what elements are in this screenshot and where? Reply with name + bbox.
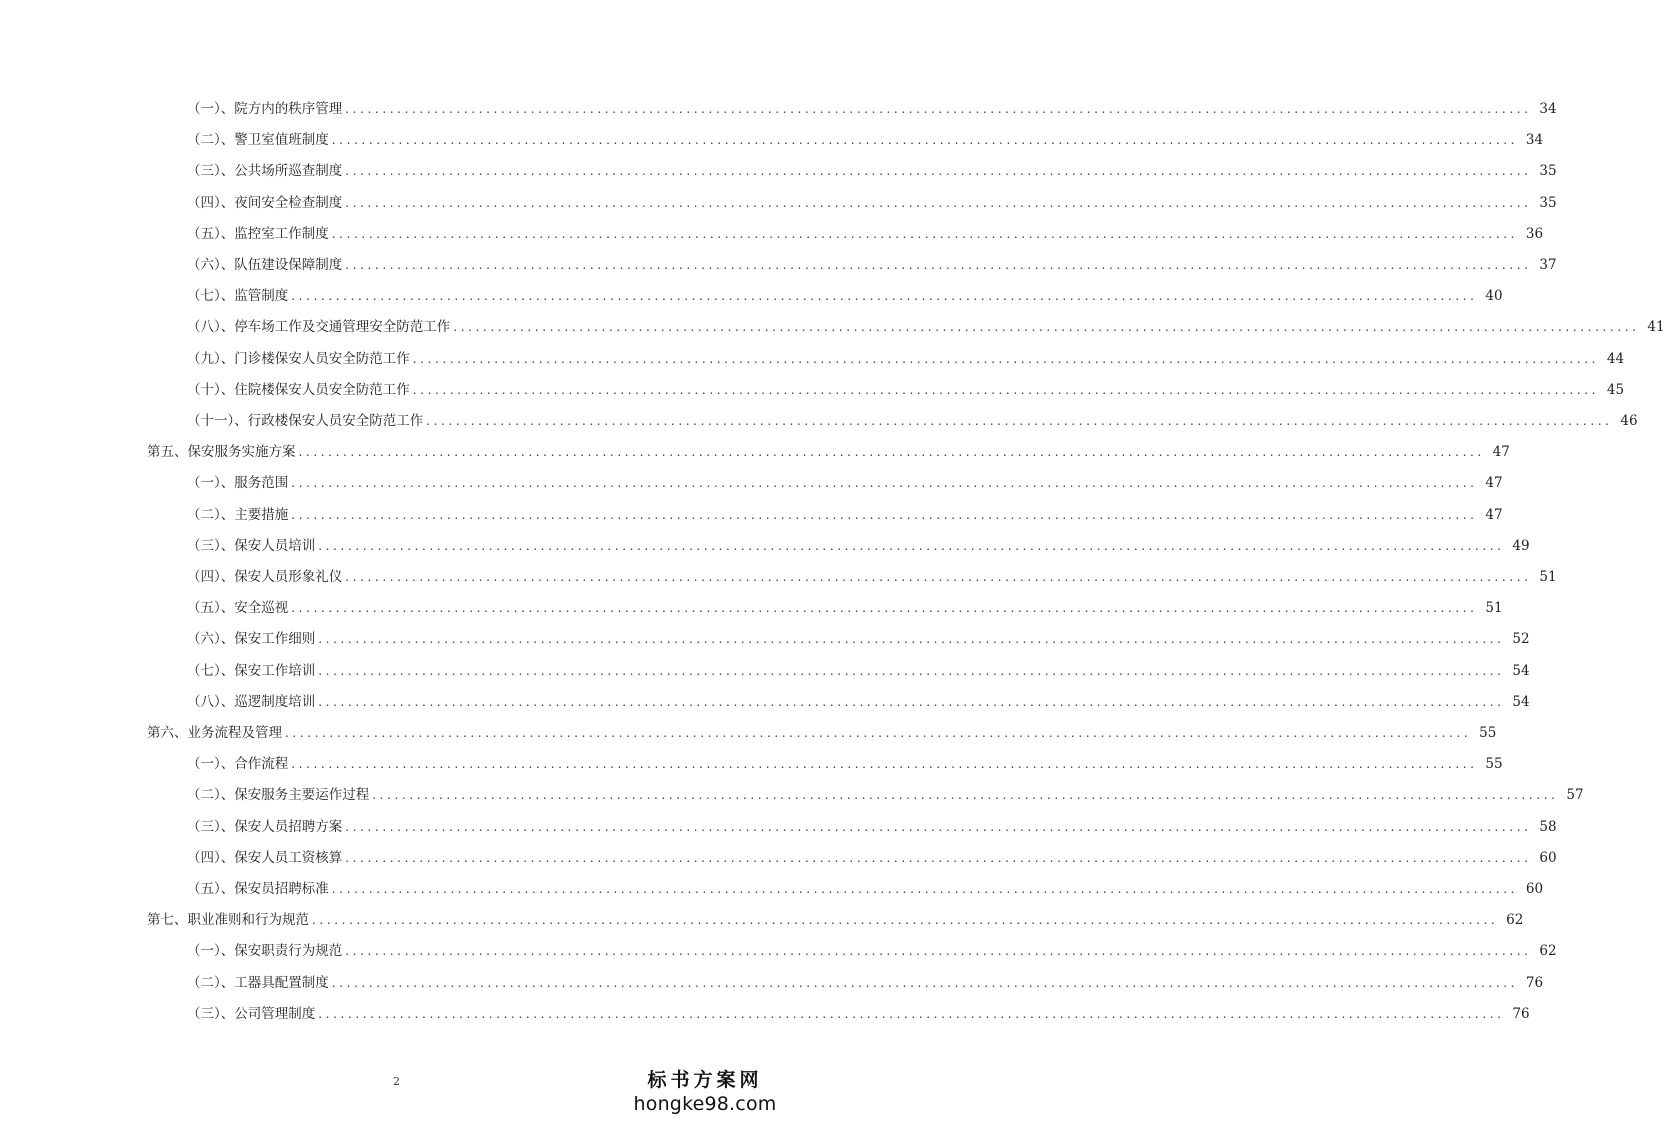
toc-entry-label: （一）、服务范围 <box>187 475 289 492</box>
toc-entry[interactable] <box>147 720 1497 742</box>
toc-entry[interactable] <box>147 439 1510 461</box>
toc-entry-label: （六）、队伍建设保障制度 <box>187 257 343 273</box>
toc-entry-page: 60 <box>1539 849 1557 866</box>
toc-entry-label: （三）、保安人员招聘方案 <box>187 818 343 835</box>
toc-leader-dots: ................................................................................................................................................................ <box>318 663 1505 678</box>
toc-entry-label: （五）、保安员招聘标准 <box>187 881 329 897</box>
toc-entry-page: 55 <box>1479 725 1497 741</box>
toc-entry-label: 第六、业务流程及管理 <box>147 725 282 741</box>
toc-leader-dots: ................................................................................................................................................................ <box>345 164 1532 179</box>
toc-entry-label: （四）、保安人员形象礼仪 <box>187 569 343 585</box>
toc-entry-label: （二）、工器具配置制度 <box>187 974 329 991</box>
toc-entry-page: 76 <box>1525 974 1544 991</box>
toc-entry-label: （七）、保安工作培训 <box>187 662 316 679</box>
toc-entry[interactable] <box>187 252 1557 274</box>
toc-entry-page: 34 <box>1539 101 1557 117</box>
toc-leader-dots: ................................................................................................................................................................ <box>291 601 1478 616</box>
toc-leader-dots: ................................................................................................................................................................ <box>372 788 1559 803</box>
toc-entry-label: （八）、停车场工作及交通管理安全防范工作 <box>187 319 451 336</box>
toc-entry-page: 44 <box>1606 350 1625 367</box>
toc-leader-dots: ................................................................................................................................................................ <box>345 850 1532 865</box>
toc-entry[interactable] <box>187 470 1503 492</box>
toc-entry[interactable] <box>187 938 1557 960</box>
toc-entry-label: （一）、院方内的秩序管理 <box>187 101 343 117</box>
toc-leader-dots: ................................................................................................................................................................ <box>291 757 1478 772</box>
toc-entry-page: 51 <box>1539 569 1557 585</box>
page-number: 2 <box>393 1075 400 1088</box>
toc-entry-label: （三）、公共场所巡查制度 <box>187 163 343 180</box>
toc-entry-label: （一）、保安职责行为规范 <box>187 943 343 960</box>
toc-entry[interactable] <box>187 595 1503 617</box>
toc-entry-label: 第七、职业准则和行为规范 <box>147 912 309 929</box>
toc-entry-page: 35 <box>1539 163 1557 180</box>
toc-entry-label: （六）、保安工作细则 <box>187 631 316 648</box>
toc-entry-label: （五）、监控室工作制度 <box>187 225 329 242</box>
toc-entry[interactable] <box>187 533 1530 555</box>
toc-entry-page: 55 <box>1485 756 1503 773</box>
toc-entry[interactable] <box>187 814 1557 836</box>
toc-leader-dots: ................................................................................................................................................................ <box>291 289 1478 304</box>
toc-leader-dots: ................................................................................................................................................................ <box>318 694 1505 709</box>
toc-entry[interactable] <box>187 1001 1530 1023</box>
toc-entry-page: 36 <box>1525 225 1544 242</box>
toc-entry-page: 76 <box>1512 1005 1530 1022</box>
toc-leader-dots: ................................................................................................................................................................ <box>412 351 1600 366</box>
toc-leader-dots: ................................................................................................................................................................ <box>285 726 1472 740</box>
toc-entry[interactable] <box>187 283 1503 305</box>
watermark-site: hongke98.com <box>633 1093 777 1115</box>
toc-leader-dots: ................................................................................................................................................................ <box>298 445 1485 460</box>
toc-leader-dots: ................................................................................................................................................................ <box>453 320 1640 335</box>
toc-entry[interactable] <box>187 127 1544 149</box>
toc-leader-dots: ................................................................................................................................................................ <box>318 1006 1505 1021</box>
toc-entry[interactable] <box>187 346 1625 368</box>
toc-entry-label: （四）、夜间安全检查制度 <box>187 194 343 211</box>
toc-entry[interactable] <box>187 970 1544 992</box>
toc-leader-dots: ................................................................................................................................................................ <box>345 195 1532 210</box>
toc-leader-dots: ................................................................................................................................................................ <box>331 975 1519 990</box>
toc-leader-dots: ................................................................................................................................................................ <box>331 882 1519 896</box>
toc-entry-page: 57 <box>1566 787 1584 804</box>
toc-entry-page: 51 <box>1485 600 1503 617</box>
toc-leader-dots: ................................................................................................................................................................ <box>426 414 1613 428</box>
toc-entry[interactable] <box>187 221 1544 243</box>
toc-entry-page: 47 <box>1492 444 1510 461</box>
toc-leader-dots: ................................................................................................................................................................ <box>312 913 1499 928</box>
toc-entry-label: （二）、警卫室值班制度 <box>187 132 329 149</box>
toc-entry-label: （四）、保安人员工资核算 <box>187 849 343 866</box>
toc-entry-page: 54 <box>1512 662 1530 679</box>
toc-leader-dots: ................................................................................................................................................................ <box>345 102 1532 116</box>
toc-leader-dots: ................................................................................................................................................................ <box>345 944 1532 959</box>
toc-leader-dots: ................................................................................................................................................................ <box>331 226 1519 241</box>
toc-entry-page: 58 <box>1539 818 1557 835</box>
toc-entry[interactable] <box>187 751 1503 773</box>
toc-leader-dots: ................................................................................................................................................................ <box>331 133 1519 148</box>
toc-entry-page: 41 <box>1647 319 1665 336</box>
toc-entry[interactable] <box>187 626 1530 648</box>
toc-leader-dots: ................................................................................................................................................................ <box>345 570 1532 584</box>
toc-entry-page: 47 <box>1485 506 1503 523</box>
toc-entry-page: 52 <box>1512 631 1530 648</box>
toc-entry-label: （一）、合作流程 <box>187 756 289 773</box>
toc-entry-label: （九）、门诊楼保安人员安全防范工作 <box>187 350 410 367</box>
toc-entry-label: （二）、主要措施 <box>187 506 289 523</box>
toc-leader-dots: ................................................................................................................................................................ <box>345 819 1532 834</box>
toc-entry[interactable] <box>187 96 1557 118</box>
toc-entry-label: 第五、保安服务实施方案 <box>147 444 296 461</box>
watermark-title: 标书方案网 <box>647 1069 763 1091</box>
toc-entry-page: 37 <box>1539 257 1557 273</box>
toc-entry-page: 46 <box>1620 413 1638 429</box>
toc-entry-page: 40 <box>1485 288 1503 305</box>
toc-entry-page: 62 <box>1539 943 1557 960</box>
toc-entry[interactable] <box>147 907 1524 929</box>
toc-entry-label: （三）、公司管理制度 <box>187 1005 316 1022</box>
toc-leader-dots: ................................................................................................................................................................ <box>412 382 1600 397</box>
toc-entry-page: 60 <box>1525 881 1544 897</box>
toc-leader-dots: ................................................................................................................................................................ <box>345 258 1532 272</box>
toc-entry-label: （八）、巡逻制度培训 <box>187 693 316 710</box>
toc-leader-dots: ................................................................................................................................................................ <box>318 538 1505 553</box>
toc-entry-page: 54 <box>1512 693 1530 710</box>
toc-entry-page: 47 <box>1485 475 1503 492</box>
toc-entry[interactable] <box>187 658 1530 680</box>
toc-entry-page: 45 <box>1606 381 1625 398</box>
toc-entry[interactable] <box>187 377 1625 399</box>
toc-entry[interactable] <box>187 845 1557 867</box>
toc-entry-page: 34 <box>1525 132 1544 149</box>
toc-entry-label: （十）、住院楼保安人员安全防范工作 <box>187 381 410 398</box>
toc-entry[interactable] <box>187 502 1503 524</box>
toc-entry-label: （三）、保安人员培训 <box>187 537 316 554</box>
watermark-logo <box>625 1068 785 1116</box>
toc-entry-label: （七）、监管制度 <box>187 288 289 305</box>
toc-entry[interactable] <box>187 408 1638 430</box>
toc-entry-label: （五）、安全巡视 <box>187 600 289 617</box>
toc-leader-dots: ................................................................................................................................................................ <box>291 507 1478 522</box>
toc-leader-dots: ................................................................................................................................................................ <box>318 632 1505 647</box>
toc-entry[interactable] <box>187 689 1530 711</box>
toc-entry[interactable] <box>187 158 1557 180</box>
toc-entry[interactable] <box>187 564 1557 586</box>
toc-entry-page: 49 <box>1512 537 1530 554</box>
toc-leader-dots: ................................................................................................................................................................ <box>291 476 1478 491</box>
toc-entry-page: 35 <box>1539 194 1557 211</box>
toc-entry[interactable] <box>187 190 1557 212</box>
toc-entry[interactable] <box>187 314 1665 336</box>
toc-entry[interactable] <box>187 876 1544 898</box>
toc-entry-page: 62 <box>1506 912 1524 929</box>
toc-entry-label: （二）、保安服务主要运作过程 <box>187 787 370 804</box>
toc-entry[interactable] <box>187 782 1584 804</box>
toc-entry-label: （十一）、行政楼保安人员安全防范工作 <box>187 413 424 429</box>
